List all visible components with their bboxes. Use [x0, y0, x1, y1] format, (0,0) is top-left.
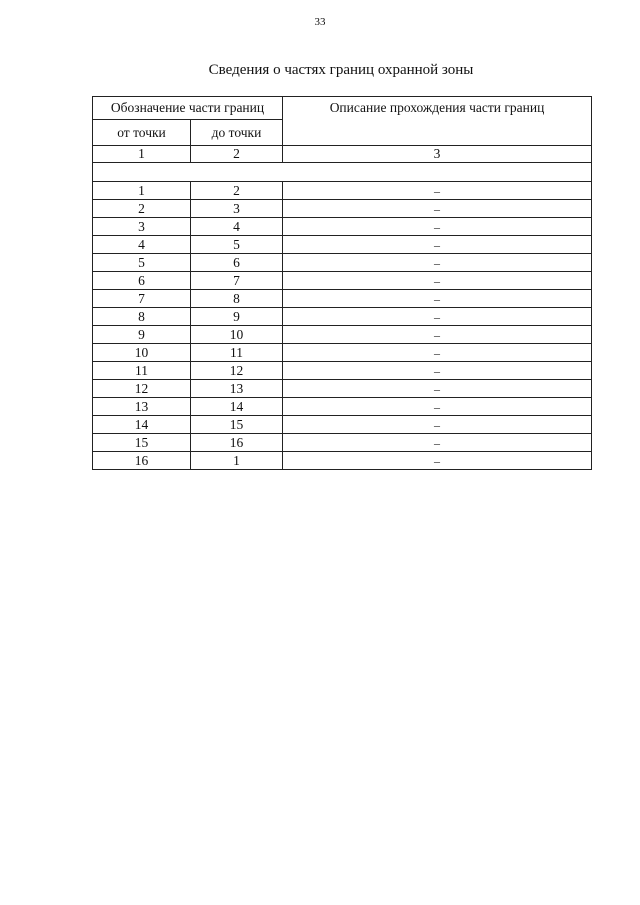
header-row-1	[93, 97, 592, 120]
from-point-cell: 1	[93, 182, 191, 200]
to-point-cell: 11	[191, 344, 283, 362]
from-point-cell: 10	[93, 344, 191, 362]
table-row	[93, 362, 592, 380]
column-number: 1	[93, 146, 191, 163]
from-point-cell: 2	[93, 200, 191, 218]
description-cell: –	[283, 416, 592, 434]
from-point-cell: 15	[93, 434, 191, 452]
to-point-cell: 8	[191, 290, 283, 308]
page-number: 33	[314, 16, 326, 28]
section-row	[93, 163, 592, 182]
header-from-point: от точки	[93, 120, 191, 146]
header-to-point: до точки	[191, 120, 283, 146]
table-row	[93, 344, 592, 362]
table-row	[93, 452, 592, 470]
header-boundary-description: Описание прохождения части границ	[283, 97, 592, 146]
description-cell: –	[283, 308, 592, 326]
from-point-cell: 14	[93, 416, 191, 434]
description-cell: –	[283, 254, 592, 272]
to-point-cell: 6	[191, 254, 283, 272]
column-number: 2	[191, 146, 283, 163]
to-point-cell: 15	[191, 416, 283, 434]
description-cell: –	[283, 398, 592, 416]
description-cell: –	[283, 236, 592, 254]
description-cell: –	[283, 452, 592, 470]
section-label	[93, 163, 592, 182]
to-point-cell: 10	[191, 326, 283, 344]
table-row	[93, 290, 592, 308]
table-row	[93, 398, 592, 416]
from-point-cell: 7	[93, 290, 191, 308]
to-point-cell: 2	[191, 182, 283, 200]
column-number: 3	[283, 146, 592, 163]
to-point-cell: 16	[191, 434, 283, 452]
description-cell: –	[283, 290, 592, 308]
description-cell: –	[283, 434, 592, 452]
to-point-cell: 12	[191, 362, 283, 380]
from-point-cell: 16	[93, 452, 191, 470]
boundary-parts-table	[92, 96, 592, 470]
to-point-cell: 4	[191, 218, 283, 236]
description-cell: –	[283, 362, 592, 380]
from-point-cell: 6	[93, 272, 191, 290]
description-cell: –	[283, 272, 592, 290]
to-point-cell: 3	[191, 200, 283, 218]
to-point-cell: 9	[191, 308, 283, 326]
table-row	[93, 182, 592, 200]
table-row	[93, 236, 592, 254]
table-row	[93, 326, 592, 344]
to-point-cell: 7	[191, 272, 283, 290]
from-point-cell: 3	[93, 218, 191, 236]
column-number-row	[93, 146, 592, 163]
to-point-cell: 5	[191, 236, 283, 254]
table-row	[93, 218, 592, 236]
table-row	[93, 272, 592, 290]
table-row	[93, 308, 592, 326]
to-point-cell: 1	[191, 452, 283, 470]
table-row	[93, 200, 592, 218]
table-row	[93, 416, 592, 434]
from-point-cell: 9	[93, 326, 191, 344]
description-cell: –	[283, 218, 592, 236]
table-row	[93, 254, 592, 272]
from-point-cell: 5	[93, 254, 191, 272]
description-cell: –	[283, 182, 592, 200]
to-point-cell: 13	[191, 380, 283, 398]
document-title: Сведения о частях границ охранной зоны	[208, 62, 474, 78]
to-point-cell: 14	[191, 398, 283, 416]
from-point-cell: 12	[93, 380, 191, 398]
table-row	[93, 380, 592, 398]
description-cell: –	[283, 380, 592, 398]
description-cell: –	[283, 200, 592, 218]
from-point-cell: 13	[93, 398, 191, 416]
description-cell: –	[283, 344, 592, 362]
from-point-cell: 11	[93, 362, 191, 380]
from-point-cell: 8	[93, 308, 191, 326]
from-point-cell: 4	[93, 236, 191, 254]
table-row	[93, 434, 592, 452]
header-boundary-designation: Обозначение части границ	[93, 97, 283, 120]
description-cell: –	[283, 326, 592, 344]
